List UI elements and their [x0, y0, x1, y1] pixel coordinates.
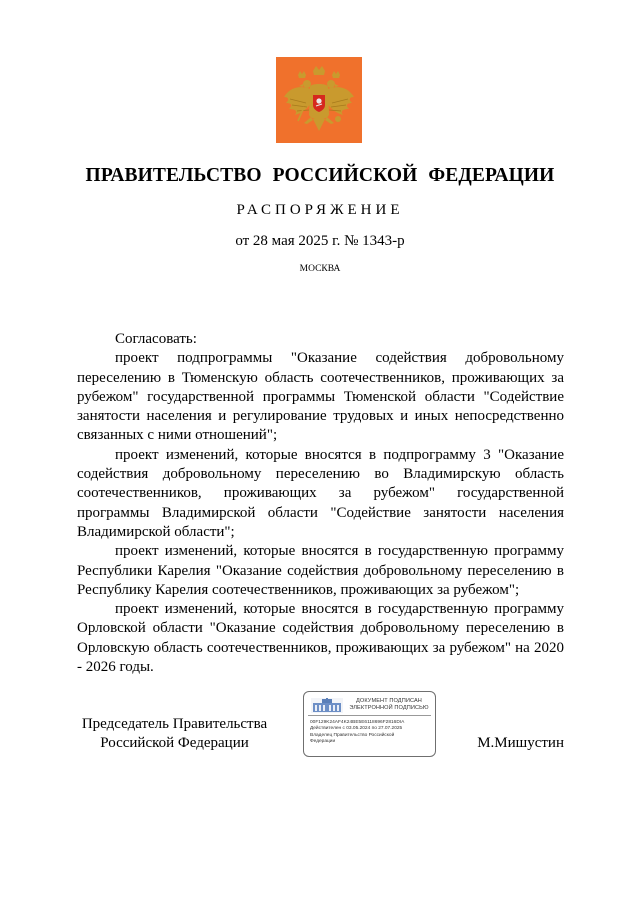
document-body: [77, 330, 564, 677]
signer-name: М.Мишустин: [477, 735, 564, 751]
paragraph-vladimir: проект изменений, которые вносятся в подпрограмму 3 "Оказание содействия добровольному переселению во Владимирскую область соотечественников, проживающих за рубежом" государственной программы Владимирской области "Содействие занятости населения Владимирской области";: [77, 446, 564, 540]
stamp-heading-line2: ЭЛЕКТРОННОЙ ПОДПИСЬЮ: [349, 705, 429, 711]
paragraph-agree: Согласовать:: [115, 331, 197, 347]
signer-position: [77, 715, 272, 753]
stamp-heading-line1: ДОКУМЕНТ ПОДПИСАН: [356, 698, 422, 704]
signer-position-line2: Российской Федерации: [100, 735, 249, 751]
stamp-owner-line1: Владелец Правительство Российской: [310, 732, 395, 738]
document-date-number: от 28 мая 2025 г. № 1343-р: [235, 233, 405, 249]
document-type: РАСПОРЯЖЕНИЕ: [236, 202, 404, 218]
stamp-validity: Действителен с 03.05.2024 по 27.07.2025: [310, 726, 403, 732]
electronic-signature-stamp: [303, 691, 436, 757]
paragraph-orel: проект изменений, которые вносятся в государственную программу Орловской области "Оказание содействия добровольному переселению в Орловскую область соотечественников, проживающих за рубежом" на 2020 - 2026 годы.: [77, 601, 564, 676]
organization-title: ПРАВИТЕЛЬСТВО РОССИЙСКОЙ ФЕДЕРАЦИИ: [85, 165, 555, 186]
signer-position-line1: Председатель Правительства: [81, 716, 268, 732]
stamp-divider: [308, 715, 431, 716]
stamp-certificate: 00F129K24AF4K24BE5E6118696F2816DIA: [310, 720, 405, 725]
stamp-heading: [346, 698, 432, 712]
stamp-owner-line2: Федерации: [310, 739, 336, 745]
coat-of-arms-icon: [276, 57, 362, 143]
issue-city: МОСКВА: [299, 264, 341, 274]
paragraph-karelia: проект изменений, которые вносятся в государственную программу Республики Карелия "Оказание содействия добровольному переселению в Республику Карелия соотечественников, проживающих за рубежом";: [77, 543, 564, 598]
stamp-info: [310, 720, 433, 746]
paragraph-tyumen: проект подпрограммы "Оказание содействия добровольному переселению в Тюменскую область соотечественников, проживающих за рубежом" государственной программы Тюменской области "Содействие занятости населения и регулирование трудовых и иных непосредственно связанных с ними отношений";: [77, 350, 564, 444]
